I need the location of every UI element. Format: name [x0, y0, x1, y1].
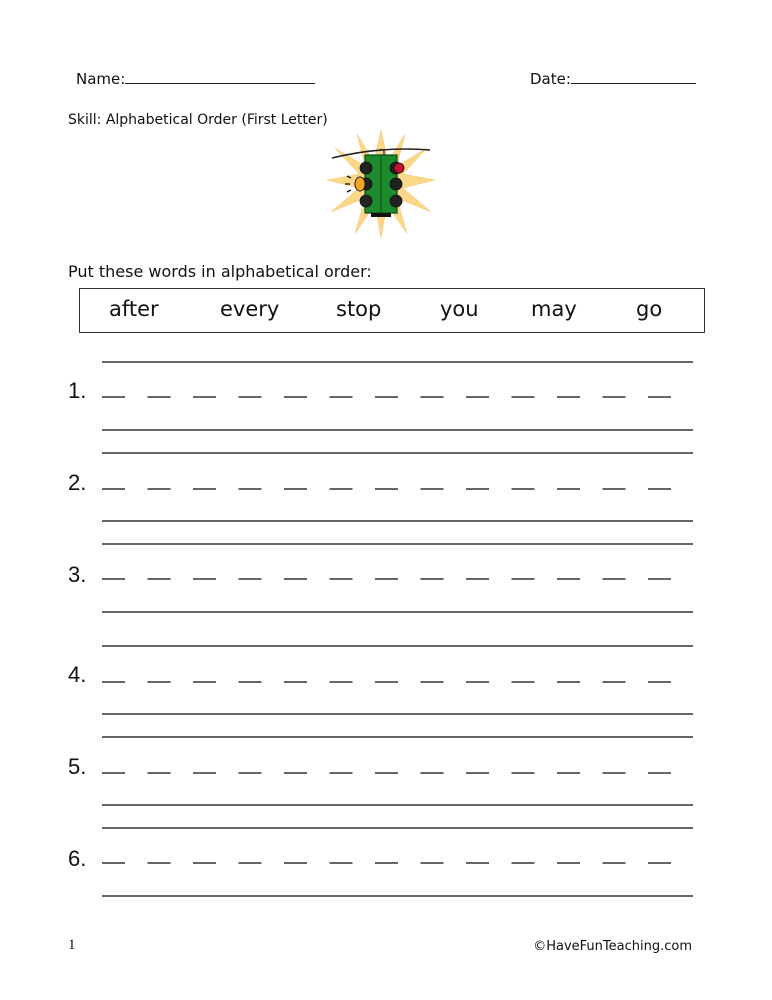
midline [102, 394, 693, 398]
copyright: ©HaveFunTeaching.com [533, 939, 692, 954]
date-field[interactable] [530, 69, 696, 88]
row-number: 6. [68, 846, 87, 871]
row-number: 5. [68, 754, 87, 779]
top-line [102, 452, 693, 454]
word-bank-item: may [531, 297, 577, 321]
name-blank[interactable] [125, 69, 315, 84]
top-line [102, 361, 693, 363]
top-line [102, 543, 693, 545]
word-bank-item: after [109, 297, 159, 321]
base-line [102, 804, 693, 806]
page-number: 1 [68, 937, 76, 953]
word-bank-item: stop [336, 297, 382, 321]
name-label: Name: [76, 70, 126, 88]
base-line [102, 611, 693, 613]
row-number: 4. [68, 662, 87, 687]
top-line [102, 736, 693, 738]
midline [102, 860, 693, 864]
top-line [102, 645, 693, 647]
word-bank-item: go [636, 297, 663, 321]
date-blank[interactable] [571, 69, 696, 84]
name-field[interactable] [76, 69, 315, 88]
base-line [102, 520, 693, 522]
word-bank-item: every [220, 297, 280, 321]
row-number: 1. [68, 378, 87, 403]
row-number: 3. [68, 562, 87, 587]
word-bank [79, 288, 705, 333]
base-line [102, 713, 693, 715]
midline [102, 576, 693, 580]
date-label: Date: [530, 70, 571, 88]
midline [102, 679, 693, 683]
skill-label: Skill: Alphabetical Order (First Letter) [68, 112, 328, 128]
top-line [102, 827, 693, 829]
base-line [102, 429, 693, 431]
row-number: 2. [68, 470, 87, 495]
midline [102, 486, 693, 490]
base-line [102, 895, 693, 897]
instructions: Put these words in alphabetical order: [68, 262, 372, 281]
traffic-light-icon [327, 130, 435, 238]
midline [102, 770, 693, 774]
word-bank-item: you [440, 297, 479, 321]
